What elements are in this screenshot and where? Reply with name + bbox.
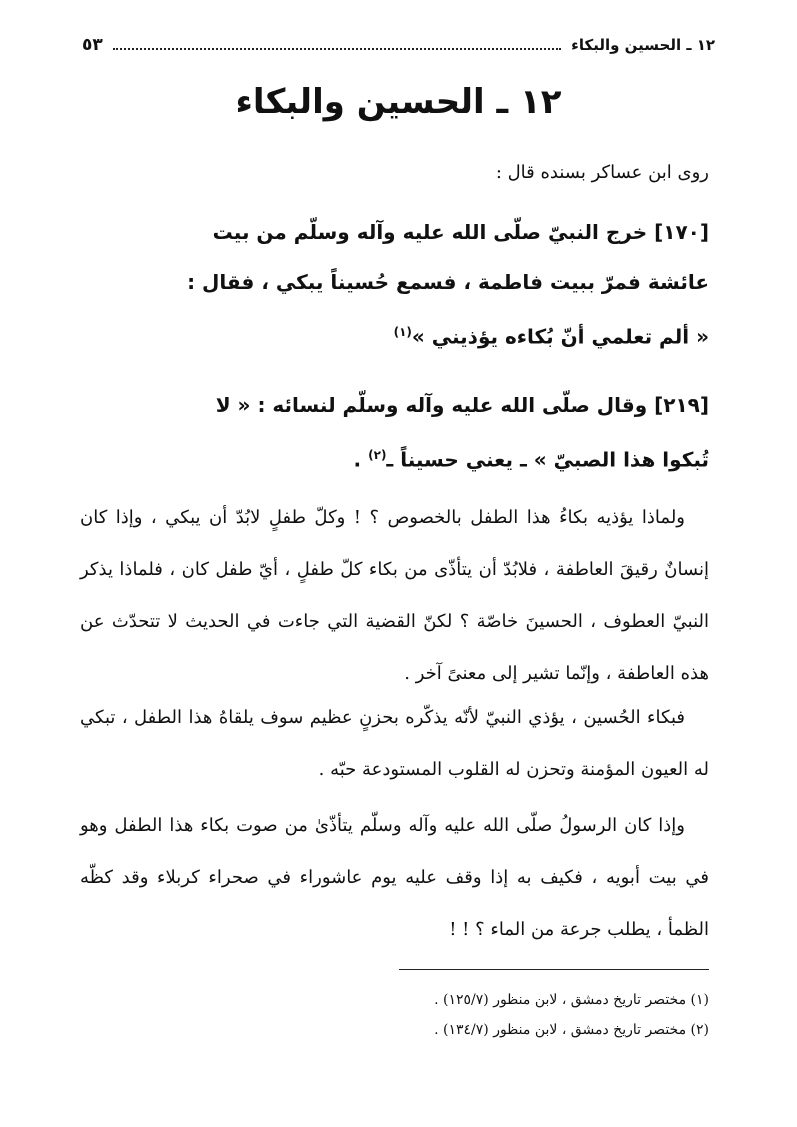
footnote-marker: (٢) bbox=[368, 448, 387, 462]
footnote-1: (١) مختصر تاريخ دمشق ، لابن منظور (١٢٥/٧) . bbox=[434, 992, 709, 1008]
paragraph-text: ولماذا يؤذيه بكاءُ هذا الطفل بالخصوص ؟ ! وكلّ طفلٍ لابُدّ أن يبكي ، وإذا كان إنسانٌ رقيقَ العاطفة ، فلابُدّ أن يتأذّى من بكاء كلّ طفلٍ ، أيّ طفل كان ، فلماذا يذكر النبيّ العطوف ، الحسينَ خاصّة ؟ لكنّ القضية التي جاءت في الحديث لا تتحدّث عن هذه العاطفة ، وإنّما تشير إلى معنىً آخر . bbox=[80, 507, 709, 684]
narration-170 bbox=[80, 207, 709, 362]
body-paragraph bbox=[80, 692, 709, 796]
page-number: ٥٣ bbox=[82, 35, 103, 55]
footnote-2: (٢) مختصر تاريخ دمشق ، لابن منظور (١٣٤/٧) . bbox=[434, 1022, 709, 1038]
narration-line: [١٧٠] خرج النبيّ صلّى الله عليه وآله وسلّم من بيت bbox=[212, 220, 709, 244]
running-head bbox=[82, 30, 715, 60]
body-paragraph bbox=[80, 492, 709, 700]
narration-line: [٢١٩] وقال صلّى الله عليه وآله وسلّم لنسائه : « لا bbox=[215, 393, 709, 417]
leader-dots bbox=[113, 48, 561, 50]
footnote-divider bbox=[399, 969, 709, 970]
quote-text: « ألم تعلمي أنّ بُكاءه يؤذيني » bbox=[411, 324, 709, 349]
narration-219 bbox=[80, 380, 709, 485]
intro-line: روى ابن عساكر بسنده قال : bbox=[495, 162, 709, 183]
narration-quote bbox=[80, 307, 709, 362]
footnote-marker: (١) bbox=[393, 325, 412, 339]
paragraph-text: وإذا كان الرسولُ صلّى الله عليه وآله وسلّم يتأذّىٰ من صوت بكاء هذا الطفل وهو في بيت أبويه ، فكيف به إذا وقف عليه يوم عاشوراء في صحراء كربلاء وقد كظّه الظمأ ، يطلب جرعة من الماء ؟ ! ! bbox=[80, 815, 709, 940]
narration-line bbox=[80, 430, 709, 485]
narration-line: عائشة فمرّ ببيت فاطمة ، فسمع حُسيناً يبكي ، فقال : bbox=[187, 270, 709, 294]
narration-end: . bbox=[353, 447, 362, 472]
chapter-title: ١٢ ـ الحسين والبكاء bbox=[235, 82, 562, 122]
footnotes bbox=[80, 985, 709, 1045]
body-paragraph bbox=[80, 800, 709, 956]
narration-text: تُبكوا هذا الصبيّ » ـ يعني حسيناً ـ bbox=[386, 447, 709, 472]
paragraph-text: فبكاء الحُسين ، يؤذي النبيّ لأنّه يذكّره بحزنٍ عظيم سوف يلقاهُ هذا الطفل ، تبكي له العيون المؤمنة وتحزن له القلوب المستودعة حبّه . bbox=[80, 707, 709, 780]
running-head-title: ١٢ ـ الحسين والبكاء bbox=[571, 36, 715, 54]
